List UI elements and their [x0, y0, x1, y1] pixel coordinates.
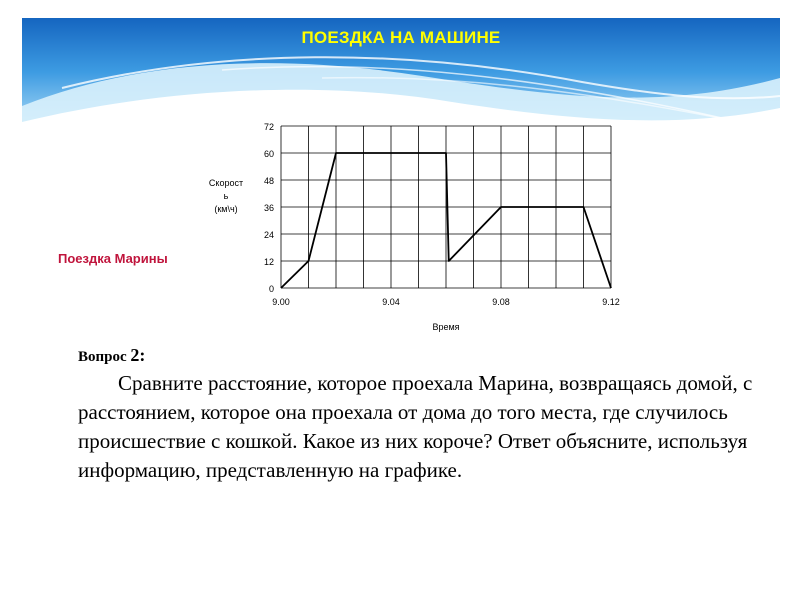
slide-title: ПОЕЗДКА НА МАШИНЕ [301, 28, 501, 47]
question-number: 2: [130, 345, 146, 365]
question-text: Сравните расстояние, которое проехала Марина, возвращаясь домой, с расстоянием, которое она проехала от дома до того места, где случилось происшествие с кошкой. Какое из них короче? Ответ объясните, используя информацию, представленную на графике. [78, 371, 753, 482]
y-tick-label: 0 [268, 284, 274, 294]
x-tick-label: 9.12 [602, 297, 620, 307]
question-heading [78, 345, 145, 366]
x-tick-label: 9.00 [272, 297, 290, 307]
y-tick-label: 24 [263, 230, 274, 240]
y-tick-label: 72 [263, 122, 274, 132]
x-tick-label: 9.08 [492, 297, 510, 307]
y-tick-label: 60 [263, 149, 274, 159]
x-axis-label: Время [432, 322, 460, 332]
y-axis-label: ь [223, 191, 229, 201]
trip-label: Поездка Марины [58, 251, 168, 266]
y-tick-label: 48 [263, 176, 274, 186]
y-axis-label: (км\ч) [214, 204, 238, 214]
y-axis-label: Скорост [208, 178, 244, 188]
y-tick-label: 36 [263, 203, 274, 213]
x-tick-label: 9.04 [382, 297, 400, 307]
speed-time-chart [180, 112, 640, 337]
question-heading-prefix: Вопрос [78, 349, 131, 365]
y-tick-label: 12 [263, 257, 274, 267]
